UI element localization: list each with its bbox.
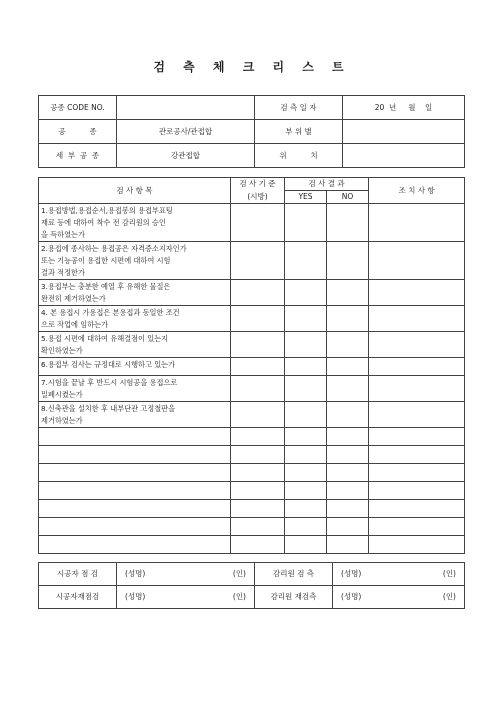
action-cell[interactable] [369, 518, 465, 536]
yes-cell[interactable] [285, 376, 327, 402]
no-cell[interactable] [327, 242, 369, 280]
no-cell[interactable] [327, 482, 369, 500]
name-label: (성명) [341, 592, 362, 601]
position-label: 위 치 [255, 144, 343, 168]
action-cell[interactable] [369, 280, 465, 306]
standard-cell[interactable] [231, 204, 285, 242]
checklist-item-text: 5.용접 시편에 대하여 유해결점이 있는지 확인하였는가 [39, 332, 231, 358]
no-cell[interactable] [327, 428, 369, 446]
supervisor-reinspect-signature[interactable] [333, 586, 465, 609]
checklist-item-text [39, 482, 231, 500]
standard-cell[interactable] [231, 306, 285, 332]
checklist-item-text [39, 536, 231, 554]
standard-cell[interactable] [231, 428, 285, 446]
contractor-recheck-signature[interactable] [117, 586, 255, 609]
yes-cell[interactable] [285, 204, 327, 242]
name-label: (성명) [341, 569, 362, 578]
signoff-row-1 [39, 563, 465, 586]
checklist-row [39, 536, 465, 554]
standard-cell[interactable] [231, 402, 285, 428]
header-method: (시방) [231, 191, 285, 204]
checklist-row [39, 332, 465, 358]
supervisor-inspect-label: 감리원 검 측 [255, 563, 333, 586]
yes-cell[interactable] [285, 536, 327, 554]
info-row-type [39, 120, 465, 144]
checklist-item-text: 3.용접부는 충분한 예열 후 유해한 물질은 완전히 제거하였는가 [39, 280, 231, 306]
contractor-check-signature[interactable] [117, 563, 255, 586]
header-action: 조 치 사 항 [369, 178, 465, 204]
seal-label: (인) [442, 592, 456, 601]
yes-cell[interactable] [285, 358, 327, 376]
yes-cell[interactable] [285, 280, 327, 306]
checklist-row [39, 500, 465, 518]
standard-cell[interactable] [231, 280, 285, 306]
checklist-row [39, 428, 465, 446]
action-cell[interactable] [369, 242, 465, 280]
standard-cell[interactable] [231, 358, 285, 376]
checklist-row [39, 518, 465, 536]
checklist-item-text: 6.용접부 검사는 규정대로 시행하고 있는가 [39, 358, 231, 376]
no-cell[interactable] [327, 376, 369, 402]
header-items: 검 사 항 목 [39, 178, 231, 204]
signoff-row-2 [39, 586, 465, 609]
location-value[interactable] [343, 120, 465, 144]
checklist-row [39, 204, 465, 242]
action-cell[interactable] [369, 536, 465, 554]
checklist-row [39, 358, 465, 376]
subtype-label: 세 부 공 종 [39, 144, 117, 168]
checklist-item-text [39, 500, 231, 518]
checklist-item-text [39, 446, 231, 464]
standard-cell[interactable] [231, 464, 285, 482]
action-cell[interactable] [369, 204, 465, 242]
header-result: 검 사 결 과 [285, 178, 369, 191]
action-cell[interactable] [369, 306, 465, 332]
checklist-item-text: 1.용접방법,용접순서,용접봉의 용접부표팅 재료 등에 대하여 착수 전 감리원의 승인 을 득하였는가 [39, 204, 231, 242]
inspection-info-table [38, 95, 465, 168]
code-label: 공종 CODE NO. [39, 96, 117, 120]
header-no: NO [327, 191, 369, 204]
date-label: 검 측 일 자 [255, 96, 343, 120]
action-cell[interactable] [369, 464, 465, 482]
yes-cell[interactable] [285, 446, 327, 464]
no-cell[interactable] [327, 500, 369, 518]
checklist-item-text: 7.시험을 끝날 후 반드시 시험공을 용접으로 밀폐시켰는가 [39, 376, 231, 402]
standard-cell[interactable] [231, 536, 285, 554]
standard-cell[interactable] [231, 446, 285, 464]
no-cell[interactable] [327, 536, 369, 554]
document-title: 검 측 체 크 리 스 트 [153, 60, 351, 74]
supervisor-reinspect-label: 감리원 재검측 [255, 586, 333, 609]
name-label: (성명) [125, 569, 146, 578]
yes-cell[interactable] [285, 332, 327, 358]
checklist-item-text: 8.신축관을 설치한 후 내부단관 고정철판을 제거하였는가 [39, 402, 231, 428]
contractor-recheck-label: 시공자재점검 [39, 586, 117, 609]
action-cell[interactable] [369, 428, 465, 446]
standard-cell[interactable] [231, 242, 285, 280]
yes-cell[interactable] [285, 464, 327, 482]
name-label: (성명) [125, 592, 146, 601]
no-cell[interactable] [327, 518, 369, 536]
position-value[interactable] [343, 144, 465, 168]
header-standard: 검 사 기 준 [231, 178, 285, 191]
checklist-item-text: 2.용접에 종사하는 용접공은 자격증소지자인가 또는 기능공이 용접한 시편에 대하여 시험 결과 적정한가 [39, 242, 231, 280]
signoff-table [38, 562, 465, 609]
checklist-header-row [39, 178, 465, 191]
supervisor-inspect-signature[interactable] [333, 563, 465, 586]
action-cell[interactable] [369, 376, 465, 402]
checklist-row [39, 482, 465, 500]
checklist-row [39, 306, 465, 332]
no-cell[interactable] [327, 204, 369, 242]
seal-label: (인) [232, 569, 246, 578]
action-cell[interactable] [369, 500, 465, 518]
checklist-row [39, 280, 465, 306]
checklist-row [39, 446, 465, 464]
no-cell[interactable] [327, 464, 369, 482]
checklist-item-text [39, 518, 231, 536]
info-row-subtype [39, 144, 465, 168]
no-cell[interactable] [327, 446, 369, 464]
checklist-item-text: 4. 본 용접시 가용접은 본용접과 동일한 조건 으로 작업에 임하는가 [39, 306, 231, 332]
standard-cell[interactable] [231, 332, 285, 358]
action-cell[interactable] [369, 358, 465, 376]
location-label: 부 위 별 [255, 120, 343, 144]
yes-cell[interactable] [285, 482, 327, 500]
seal-label: (인) [442, 569, 456, 578]
type-label: 공 종 [39, 120, 117, 144]
action-cell[interactable] [369, 332, 465, 358]
header-yes: YES [285, 191, 327, 204]
checklist-item-text [39, 464, 231, 482]
no-cell[interactable] [327, 306, 369, 332]
seal-label: (인) [232, 592, 246, 601]
standard-cell[interactable] [231, 376, 285, 402]
action-cell[interactable] [369, 446, 465, 464]
yes-cell[interactable] [285, 242, 327, 280]
yes-cell[interactable] [285, 428, 327, 446]
standard-cell[interactable] [231, 482, 285, 500]
checklist-row [39, 464, 465, 482]
no-cell[interactable] [327, 402, 369, 428]
yes-cell[interactable] [285, 402, 327, 428]
standard-cell[interactable] [231, 518, 285, 536]
checklist-row [39, 402, 465, 428]
no-cell[interactable] [327, 358, 369, 376]
checklist-table [38, 177, 465, 554]
date-value[interactable]: 20 년 월 일 [343, 96, 465, 120]
yes-cell[interactable] [285, 306, 327, 332]
action-cell[interactable] [369, 482, 465, 500]
yes-cell[interactable] [285, 518, 327, 536]
checklist-item-text [39, 428, 231, 446]
yes-cell[interactable] [285, 500, 327, 518]
info-row-code [39, 96, 465, 120]
code-value[interactable] [117, 96, 255, 120]
action-cell[interactable] [369, 402, 465, 428]
checklist-row [39, 242, 465, 280]
contractor-check-label: 시공자 점 검 [39, 563, 117, 586]
no-cell[interactable] [327, 332, 369, 358]
no-cell[interactable] [327, 280, 369, 306]
checklist-row [39, 376, 465, 402]
standard-cell[interactable] [231, 500, 285, 518]
type-value[interactable]: 관로공사/관접합 [117, 120, 255, 144]
subtype-value[interactable]: 강관접합 [117, 144, 255, 168]
